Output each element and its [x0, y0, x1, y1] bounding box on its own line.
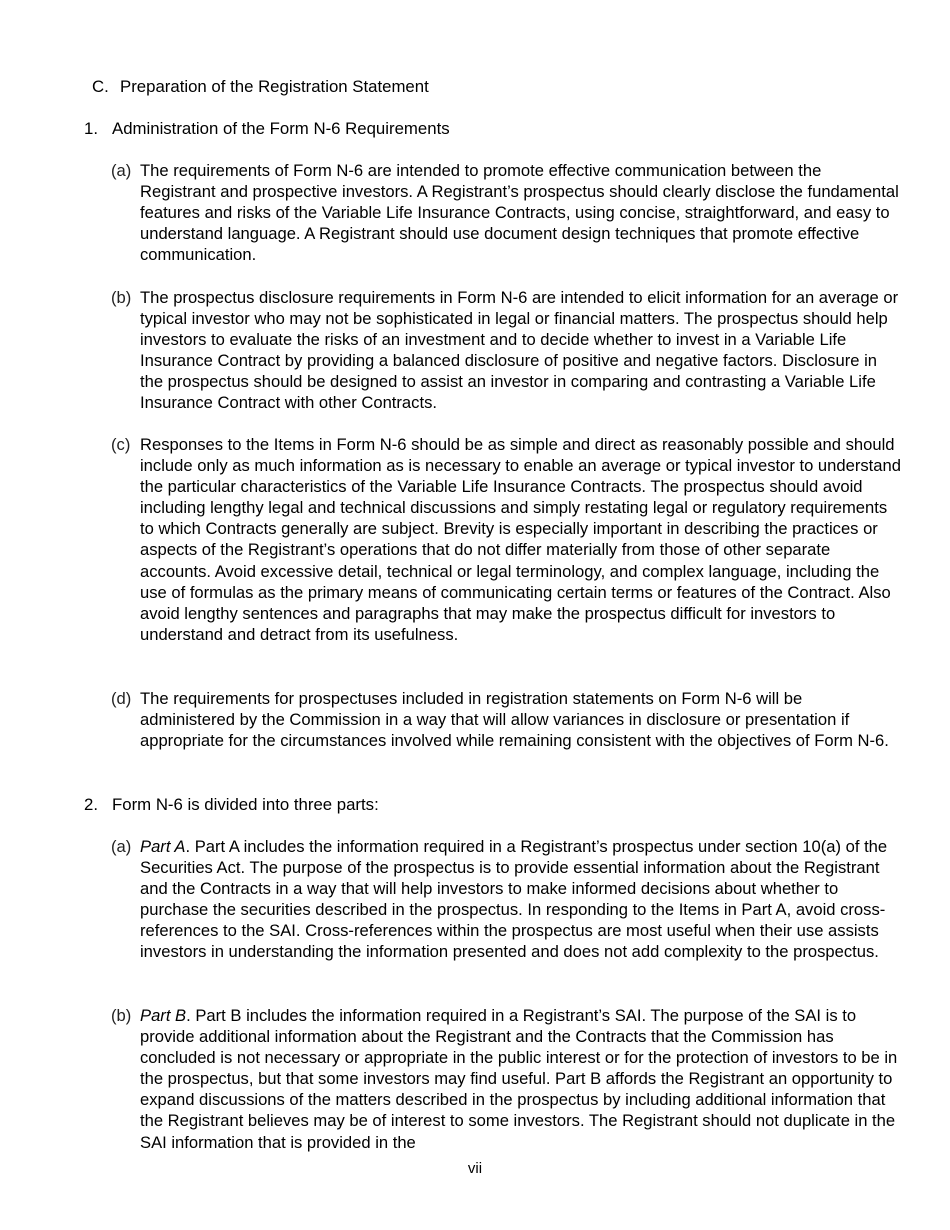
paragraph-1a — [111, 160, 901, 265]
item-number: 2. — [84, 795, 98, 814]
item-heading-text: Administration of the Form N-6 Requirements — [112, 119, 450, 138]
section-heading — [92, 76, 429, 97]
section-title: Preparation of the Registration Statement — [120, 77, 429, 96]
paragraph-1d — [111, 688, 901, 751]
item-1-heading — [84, 118, 450, 139]
paragraph-text: The requirements of Form N-6 are intended to promote effective communication between the Registrant and prospective investors. A Registrant’s prospectus should clearly disclose the fundamental features and risks of the Variable Life Insurance Contracts, using concise, straightforward, and easy to understand language. A Registrant should use document design techniques that promote effective communication. — [140, 161, 899, 265]
paragraph-1c — [111, 434, 901, 645]
paragraph-1b — [111, 287, 901, 414]
paragraph-label: (d) — [111, 689, 132, 708]
part-b-lead: Part B — [140, 1006, 187, 1025]
part-a-lead: Part A — [140, 837, 186, 856]
paragraph-label: (a) — [111, 161, 132, 180]
paragraph-text — [140, 836, 901, 963]
item-number: 1. — [84, 119, 98, 138]
page-number: vii — [467, 1160, 483, 1177]
paragraph-label: (c) — [111, 435, 131, 454]
paragraph-text: The requirements for prospectuses included in registration statements on Form N-6 will be administered by the Commission in a way that will allow variances in disclosure or presentation if appropriate for the circumstances involved while remaining consistent with the objectives of Form N-6. — [140, 689, 889, 751]
part-b-body: . Part B includes the information required in a Registrant’s SAI. The purpose of the SAI is to provide additional information about the Registrant and the Contracts that the Commission has concluded is not necessary or appropriate in the public interest or for the protection of investors to be in the prospectus, but that some investors may find useful. Part B affords the Registrant an opportunity to expand discussions of the matters described in the prospectus by including additional information that the Registrant believes may be of interest to some investors. The Registrant should not duplicate in the SAI information that is provided in the — [140, 1006, 898, 1152]
part-a-body: . Part A includes the information required in a Registrant’s prospectus under section 10(a) of the Securities Act. The purpose of the prospectus is to provide essential information about the Registrant and the Contracts in a way that will help investors to make informed decisions about whether to purchase the securities described in the prospectus. In responding to the Items in Part A, avoid cross-references to the SAI. Cross-references within the prospectus are most useful when their use assists investors in understanding the information presented and does not add complexity to the prospectus. — [140, 837, 888, 962]
paragraph-text — [140, 1005, 901, 1153]
paragraph-2b — [111, 1005, 901, 1153]
paragraph-text: Responses to the Items in Form N-6 should be as simple and direct as reasonably possible and should include only as much information as is necessary to enable an average or typical investor to understand the particular characteristics of the Variable Life Insurance Contracts. The prospectus should avoid including lengthy legal and technical discussions and simply restating legal or regulatory requirements to which Contracts generally are subject. Brevity is especially important in describing the practices or aspects of the Registrant’s operations that do not differ materially from those of other separate accounts. Avoid excessive detail, technical or legal terminology, and complex language, including the use of formulas as the primary means of communicating certain terms or features of the Contract. Also avoid lengthy sentences and paragraphs that may make the prospectus difficult for investors to understand and detract from its usefulness. — [140, 435, 901, 644]
item-heading-text: Form N-6 is divided into three parts: — [112, 795, 379, 814]
paragraph-label: (a) — [111, 837, 132, 856]
paragraph-label: (b) — [111, 288, 132, 307]
section-marker: C. — [92, 77, 109, 96]
paragraph-text: The prospectus disclosure requirements in Form N-6 are intended to elicit information for an average or typical investor who may not be sophisticated in legal or financial matters. The prospectus should help investors to evaluate the risks of an investment and to decide whether to invest in a Variable Life Insurance Contract by providing a balanced disclosure of positive and negative factors. Disclosure in the prospectus should be designed to assist an investor in comparing and contrasting a Variable Life Insurance Contract with other Contracts. — [140, 288, 899, 413]
paragraph-2a — [111, 836, 901, 963]
item-2-heading — [84, 794, 379, 815]
paragraph-label: (b) — [111, 1006, 132, 1025]
